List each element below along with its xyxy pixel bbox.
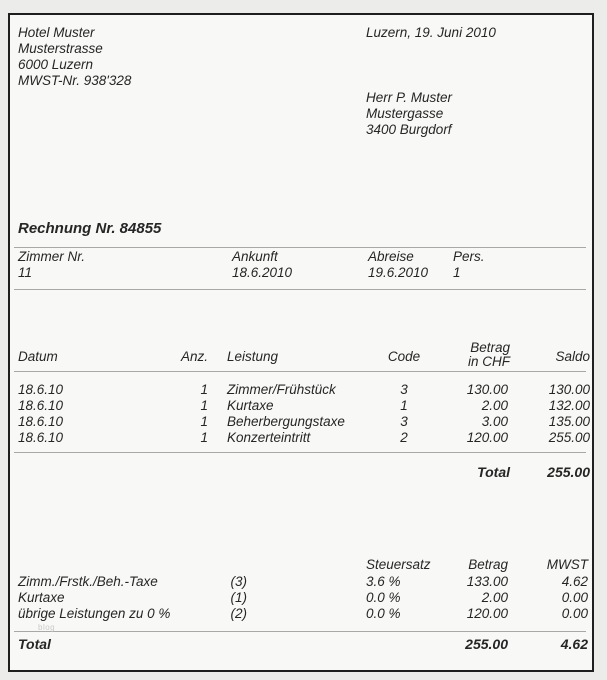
col-header-balance: Saldo <box>555 349 590 364</box>
item-code: 2 <box>400 430 408 445</box>
items-total-value: 255.00 <box>547 464 590 480</box>
invoice-title: Rechnung Nr. 84855 <box>18 220 162 237</box>
item-row <box>10 414 592 430</box>
tax-vat: 0.00 <box>561 590 588 605</box>
sender-address <box>18 25 131 89</box>
arrival-label: Ankunft <box>232 249 278 264</box>
divider <box>14 452 586 453</box>
item-qty: 1 <box>200 382 208 397</box>
item-amount: 3.00 <box>481 414 508 429</box>
tax-table-header <box>10 557 592 573</box>
departure-label: Abreise <box>368 249 414 264</box>
items-table-header <box>10 340 592 372</box>
stay-info-labels <box>10 249 592 265</box>
tax-row <box>10 590 592 606</box>
tax-code: (3) <box>230 574 247 589</box>
persons-value: 1 <box>453 265 461 280</box>
item-amount: 120.00 <box>466 430 508 445</box>
item-service: Zimmer/Frühstück <box>227 382 336 397</box>
recipient-line: 3400 Burgdorf <box>366 122 452 137</box>
item-row <box>10 382 592 398</box>
grand-total-amount: 255.00 <box>465 636 508 652</box>
item-row <box>10 398 592 414</box>
col-header-qty: Anz. <box>180 349 208 364</box>
tax-service: Kurtaxe <box>18 590 65 605</box>
item-code: 3 <box>400 382 408 397</box>
col-header-amount <box>468 341 510 369</box>
tax-row <box>10 606 592 622</box>
col-header-service: Leistung <box>227 349 279 364</box>
item-code: 1 <box>400 398 408 413</box>
item-qty: 1 <box>200 414 208 429</box>
tax-service: Zimm./Frstk./Beh.-Taxe <box>18 574 158 589</box>
col-header-date: Datum <box>18 349 58 364</box>
arrival-value: 18.6.2010 <box>232 265 293 280</box>
col-header-amount-line2: in CHF <box>467 354 510 369</box>
tax-amount: 2.00 <box>481 590 508 605</box>
divider <box>14 631 586 632</box>
grand-total-vat: 4.62 <box>560 636 588 652</box>
item-date: 18.6.10 <box>18 382 64 397</box>
grand-total-label: Total <box>18 636 51 652</box>
tax-vat: 4.62 <box>561 574 588 589</box>
sender-line: Hotel Muster <box>18 25 95 40</box>
item-service: Kurtaxe <box>227 398 274 413</box>
item-service: Beherbergungstaxe <box>227 414 345 429</box>
item-balance: 255.00 <box>548 430 590 445</box>
col-header-code: Code <box>387 349 421 364</box>
item-balance: 130.00 <box>548 382 590 397</box>
divider <box>14 247 586 248</box>
col-header-amount-line1: Betrag <box>470 340 510 355</box>
item-date: 18.6.10 <box>18 398 64 413</box>
tax-vat: 0.00 <box>561 606 588 621</box>
divider <box>14 289 586 290</box>
tax-code: (2) <box>230 606 247 621</box>
invoice-page <box>8 13 594 672</box>
item-date: 18.6.10 <box>18 414 64 429</box>
tax-row <box>10 574 592 590</box>
sender-line: Musterstrasse <box>18 41 103 56</box>
items-total-label: Total <box>477 464 510 480</box>
item-balance: 132.00 <box>548 398 590 413</box>
persons-label: Pers. <box>453 249 485 264</box>
item-date: 18.6.10 <box>18 430 64 445</box>
tax-rate: 0.0 % <box>366 590 401 605</box>
departure-value: 19.6.2010 <box>368 265 429 280</box>
recipient-address <box>366 90 452 138</box>
room-label: Zimmer Nr. <box>18 249 85 264</box>
item-code: 3 <box>400 414 408 429</box>
item-balance: 135.00 <box>548 414 590 429</box>
room-value: 11 <box>18 265 33 280</box>
watermark: blog <box>38 623 56 632</box>
recipient-line: Herr P. Muster <box>366 90 453 105</box>
tax-rate: 3.6 % <box>366 574 401 589</box>
place-date-line: Luzern, 19. Juni 2010 <box>366 25 496 40</box>
items-total-row <box>10 464 592 481</box>
divider <box>14 371 586 372</box>
item-row <box>10 430 592 446</box>
sender-line: MWST-Nr. 938'328 <box>18 73 132 88</box>
tax-rate: 0.0 % <box>366 606 401 621</box>
sender-line: 6000 Luzern <box>18 57 94 72</box>
tax-code: (1) <box>230 590 247 605</box>
tax-service: übrige Leistungen zu 0 % <box>18 606 171 621</box>
item-qty: 1 <box>200 430 208 445</box>
item-qty: 1 <box>200 398 208 413</box>
item-service: Konzerteintritt <box>227 430 311 445</box>
item-amount: 2.00 <box>481 398 508 413</box>
tax-amount: 133.00 <box>466 574 508 589</box>
grand-total-row <box>10 636 592 653</box>
tax-amount: 120.00 <box>466 606 508 621</box>
tax-header-vat: MWST <box>546 557 588 572</box>
tax-header-rate: Steuersatz <box>366 557 431 572</box>
stay-info-values <box>10 265 592 281</box>
item-amount: 130.00 <box>466 382 508 397</box>
recipient-line: Mustergasse <box>366 106 444 121</box>
tax-header-amount: Betrag <box>468 557 508 572</box>
